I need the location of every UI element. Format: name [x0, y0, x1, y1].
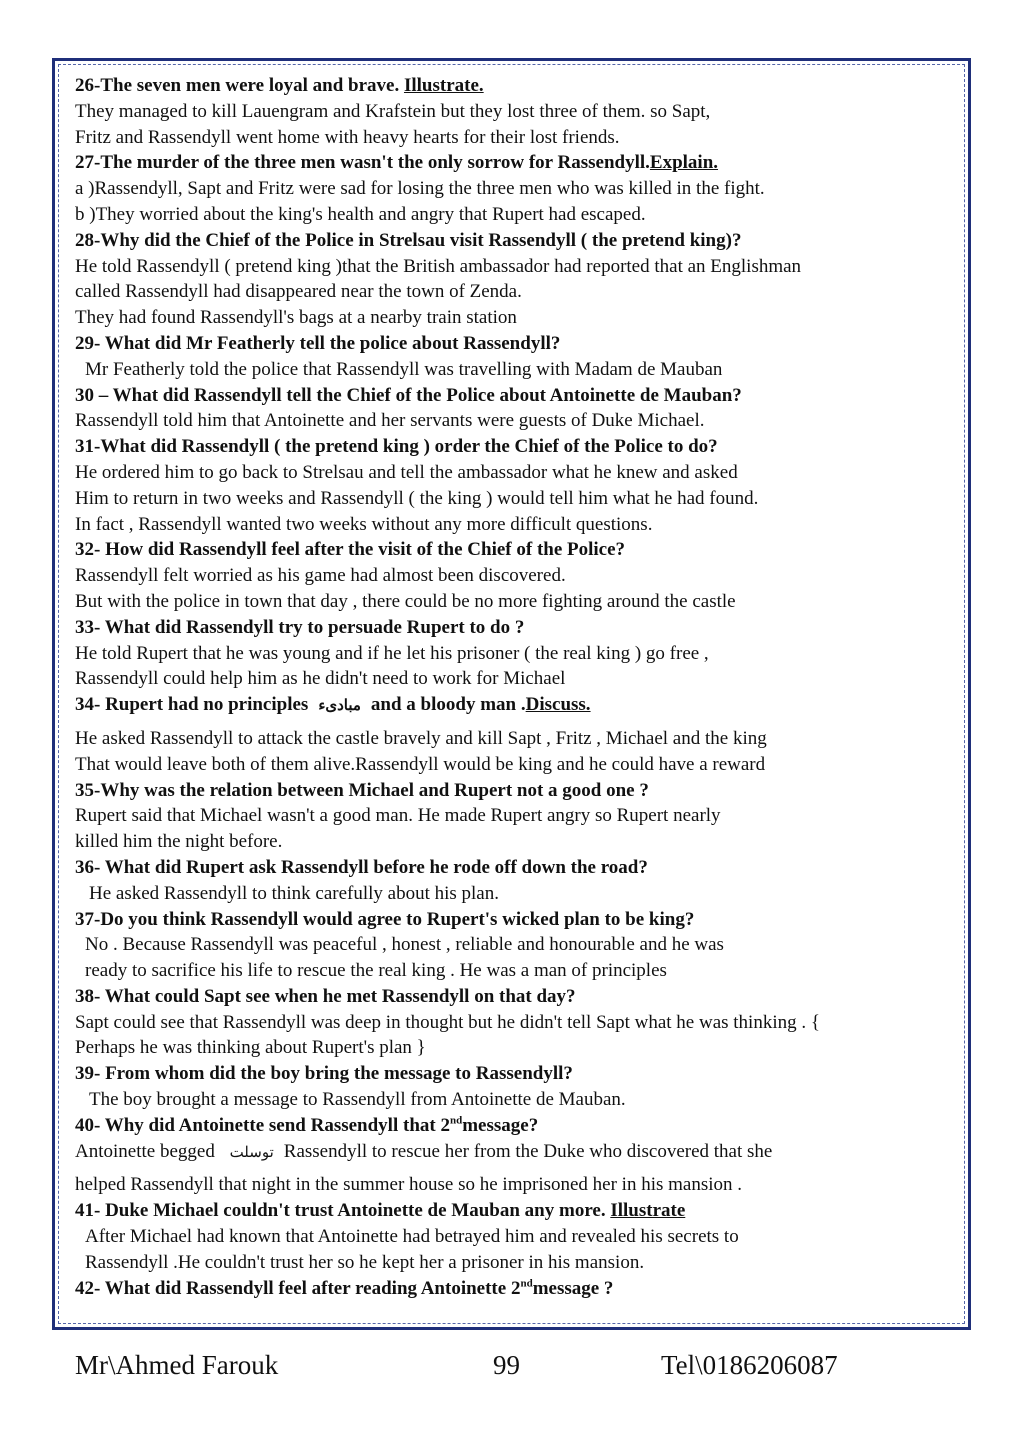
question-text: 33- What did Rassendyll try to persuade Rupert to do ? [75, 616, 525, 638]
question-text: 31-What did Rassendyll ( the pretend king ) order the Chief of the Police to do? [75, 436, 718, 458]
answer-line [75, 1250, 955, 1276]
instruction-word: Explain. [649, 152, 719, 174]
footer-author: Mr\Ahmed Farouk [75, 1350, 279, 1380]
answer-line [75, 279, 955, 305]
question-text: 26-The seven men were loyal and brave. [75, 75, 404, 96]
question-text: 39- From whom did the boy bring the message to Rassendyll? [75, 1063, 573, 1085]
instruction-word: Discuss. [525, 694, 591, 716]
answer-line [75, 460, 955, 486]
answer-text: Him to return in two weeks and Rassendyll ( the king ) would tell him what he had found. [75, 487, 759, 509]
answer-text: Rassendyll told him that Antoinette and her servants were guests of Duke Michael. [75, 410, 705, 432]
question-line [75, 434, 955, 460]
question-text-cont: message? [462, 1114, 539, 1136]
question-line [75, 984, 955, 1010]
ordinal-suffix: nd [520, 1277, 533, 1290]
answer-text: b )They worried about the king's health and angry that Rupert had escaped. [75, 203, 646, 225]
question-text: 32- How did Rassendyll feel after the visit of the Chief of the Police? [75, 539, 626, 561]
instruction-word: Illustrate. [403, 75, 484, 96]
question-text: 41- Duke Michael couldn't trust Antoinette de Mauban any more. [75, 1200, 611, 1222]
question-line [75, 778, 955, 804]
answer-line [75, 752, 955, 778]
question-text-cont: and a bloody man . [370, 694, 526, 716]
answer-text: They had found Rassendyll's bags at a nearby train station [75, 307, 517, 329]
instruction-word: Illustrate [610, 1200, 686, 1222]
answer-text: Antoinette begged [75, 1140, 220, 1162]
answer-line [75, 881, 955, 907]
footer-telephone: Tel\0186206087 [661, 1350, 838, 1380]
answer-text: After Michael had known that Antoinette had betrayed him and revealed his secrets to [85, 1226, 739, 1248]
answer-line [75, 1172, 955, 1198]
answer-line [75, 932, 955, 958]
answer-line [75, 1087, 955, 1113]
answer-text: ready to sacrifice his life to rescue the real king . He was a man of principles [85, 960, 667, 982]
answer-text: Mr Featherly told the police that Rassendyll was travelling with Madam de Mauban [85, 358, 723, 380]
answer-line [75, 305, 955, 331]
answer-line [75, 1010, 955, 1036]
question-line [75, 228, 955, 254]
question-line [75, 150, 955, 176]
answer-text: But with the police in town that day , there could be no more fighting around the castle [75, 590, 736, 612]
answer-text: Rassendyll .He couldn't trust her so he kept her a prisoner in his mansion. [85, 1251, 645, 1273]
qa-content [75, 73, 955, 1301]
question-text: 38- What could Sapt see when he met Rassendyll on that day? [75, 985, 576, 1007]
answer-line [75, 589, 955, 615]
answer-text: He told Rassendyll ( pretend king )that the British ambassador had reported that an Englishman [75, 255, 802, 277]
answer-text: Rassendyll could help him as he didn't need to work for Michael [75, 668, 566, 690]
answer-text: No . Because Rassendyll was peaceful , honest , reliable and honourable and he was [85, 934, 724, 956]
question-line [75, 855, 955, 881]
answer-text: He told Rupert that he was young and if he let his prisoner ( the real king ) go free , [75, 642, 709, 664]
question-line [75, 383, 955, 409]
answer-text: called Rassendyll had disappeared near the town of Zenda. [75, 281, 522, 303]
question-text: 30 – What did Rassendyll tell the Chief of the Police about Antoinette de Mauban? [75, 384, 742, 406]
question-text: 35-Why was the relation between Michael and Rupert not a good one ? [75, 779, 649, 801]
question-line [75, 1113, 955, 1139]
answer-line [75, 408, 955, 434]
answer-text: He ordered him to go back to Strelsau and tell the ambassador what he knew and asked [75, 461, 738, 483]
answer-line [75, 254, 955, 280]
question-line [75, 907, 955, 933]
question-text: 34- Rupert had no principles [75, 694, 309, 716]
answer-line [75, 202, 955, 228]
answer-line [75, 641, 955, 667]
answer-text: Rassendyll felt worried as his game had almost been discovered. [75, 565, 566, 587]
answer-text: Perhaps he was thinking about Rupert's plan } [75, 1037, 426, 1059]
answer-text: That would leave both of them alive.Rassendyll would be king and he could have a reward [75, 753, 766, 775]
answer-text: They managed to kill Lauengram and Krafstein but they lost three of them. so Sapt, [75, 100, 711, 122]
answer-text: The boy brought a message to Rassendyll from Antoinette de Mauban. [89, 1089, 626, 1111]
answer-line [75, 125, 955, 151]
answer-line [75, 176, 955, 202]
question-text: 42- What did Rassendyll feel after reading Antoinette 2 [75, 1277, 521, 1299]
answer-line [75, 563, 955, 589]
question-text: 28-Why did the Chief of the Police in Strelsau visit Rassendyll ( the pretend king)? [75, 229, 742, 251]
answer-text: In fact , Rassendyll wanted two weeks without any more difficult questions. [75, 513, 653, 535]
question-text-cont: message ? [532, 1277, 614, 1299]
question-line [75, 1061, 955, 1087]
answer-text: Rupert said that Michael wasn't a good man. He made Rupert angry so Rupert nearly [75, 805, 721, 827]
answer-line [75, 1035, 955, 1061]
answer-text: Sapt could see that Rassendyll was deep in thought but he didn't tell Sapt what he was thinking . { [75, 1011, 820, 1033]
answer-text: killed him the night before. [75, 831, 283, 853]
footer-page-number: 99 [493, 1350, 520, 1380]
arabic-gloss: مبادىء [318, 698, 361, 715]
question-line [75, 1276, 955, 1302]
question-line [75, 537, 955, 563]
arabic-gloss: توسلت [229, 1144, 274, 1161]
question-line [75, 615, 955, 641]
question-text: 27-The murder of the three men wasn't the only sorrow for Rassendyll. [75, 152, 650, 174]
answer-line [75, 958, 955, 984]
question-line [75, 73, 955, 99]
answer-text: helped Rassendyll that night in the summer house so he imprisoned her in his mansion . [75, 1174, 743, 1196]
answer-text: a )Rassendyll, Sapt and Fritz were sad for losing the three men who was killed in the fight. [75, 178, 765, 200]
ordinal-suffix: nd [449, 1114, 463, 1127]
answer-line [75, 726, 955, 752]
question-line [75, 1198, 955, 1224]
answer-line [75, 829, 955, 855]
question-line [75, 331, 955, 357]
answer-line [75, 666, 955, 692]
answer-text: Fritz and Rassendyll went home with heavy hearts for their lost friends. [75, 126, 620, 148]
question-text: 37-Do you think Rassendyll would agree to Rupert's wicked plan to be king? [75, 908, 695, 930]
answer-line [75, 486, 955, 512]
answer-text: He asked Rassendyll to think carefully about his plan. [89, 882, 499, 904]
answer-line [75, 803, 955, 829]
question-text: 29- What did Mr Featherly tell the police about Rassendyll? [75, 332, 561, 354]
page-footer [75, 1350, 955, 1390]
answer-line [75, 1224, 955, 1250]
answer-text: He asked Rassendyll to attack the castle bravely and kill Sapt , Fritz , Michael and the king [75, 727, 767, 749]
answer-line [75, 1139, 955, 1167]
question-text: 36- What did Rupert ask Rassendyll before he rode off down the road? [75, 856, 648, 878]
question-line [75, 692, 955, 720]
answer-text-cont: Rassendyll to rescue her from the Duke who discovered that she [283, 1140, 773, 1162]
question-text: 40- Why did Antoinette send Rassendyll that 2 [75, 1114, 450, 1136]
answer-line [75, 512, 955, 538]
answer-line [75, 99, 955, 125]
answer-line [75, 357, 955, 383]
